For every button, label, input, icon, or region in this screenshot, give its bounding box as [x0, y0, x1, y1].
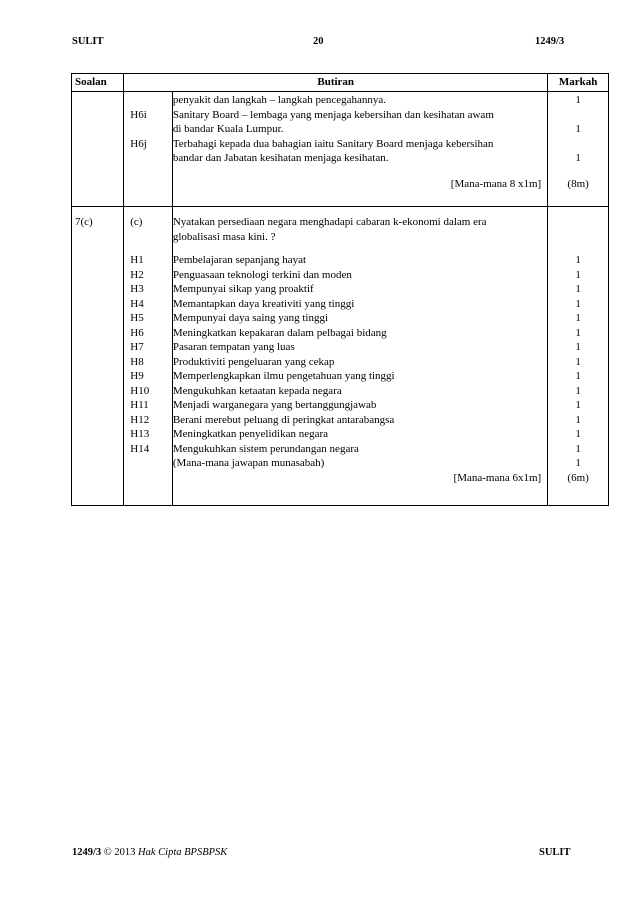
row1-mark-blank: [548, 108, 608, 123]
answer-text: Mengukuhkan sistem perundangan negara: [172, 442, 359, 455]
answer-code: H5: [130, 312, 144, 324]
row1-mark: 1: [575, 152, 581, 164]
answer-text: Mempunyai daya saing yang tinggi: [172, 312, 329, 324]
col-header-soalan: Soalan: [72, 74, 124, 92]
table-row: [72, 92, 609, 207]
row1-mark: 1: [575, 94, 581, 106]
answer-code: H4: [130, 297, 144, 310]
answer-mark: 1: [575, 341, 581, 353]
answer-mark: 1: [575, 268, 581, 281]
row1-soalan: [72, 92, 124, 207]
marking-scheme-table: [71, 73, 609, 506]
answer-code: H9: [130, 370, 144, 382]
row1-details: [172, 92, 547, 207]
answer-code: H8: [130, 355, 144, 368]
answer-text: Memperlengkapkan ilmu pengetahuan yang tinggi: [172, 370, 395, 382]
answer-mark: 1: [575, 370, 581, 382]
table-header-row: [72, 74, 609, 92]
row2-soalan: 7(c): [75, 216, 93, 228]
answer-text: Meningkatkan penyelidikan negara: [172, 428, 329, 440]
answer-text: Penguasaan teknologi terkini dan moden: [172, 268, 352, 281]
col-header-butiran: Butiran: [124, 74, 548, 92]
answer-mark: 1: [575, 326, 581, 339]
row1-codes: [124, 92, 173, 207]
footer-left: [72, 847, 227, 858]
row1-total-mark: (8m): [567, 177, 589, 190]
footer-code: 1249/3: [72, 847, 102, 858]
answer-code: H14: [130, 442, 150, 455]
answer-text: Pembelajaran sepanjang hayat: [172, 254, 307, 266]
answer-mark: 1: [575, 413, 581, 426]
answer-text: Mengukuhkan ketaatan kepada negara: [172, 384, 342, 397]
row2-summary: [Mana-mana 6x1m]: [453, 471, 542, 484]
answer-text: Berani merebut peluang di peringkat antarabangsa: [172, 413, 395, 426]
table-row: [72, 207, 609, 506]
answer-code-list: [130, 253, 172, 456]
answer-mark: 1: [575, 254, 581, 266]
answer-code: H10: [130, 384, 150, 397]
row2-marks: [548, 207, 609, 506]
answer-mark: 1: [575, 384, 581, 397]
row1-marks: [548, 92, 609, 207]
page-number: 20: [313, 36, 324, 47]
answer-code: H7: [130, 341, 144, 353]
row2-note-mark: 1: [575, 457, 581, 469]
row1-code: [130, 93, 172, 108]
col-header-markah: Markah: [548, 74, 609, 92]
row2-part: (c): [130, 216, 143, 228]
row2-total-mark: (6m): [567, 471, 589, 484]
answer-mark: 1: [575, 399, 581, 411]
row2-codes: [124, 207, 173, 506]
footer-right: SULIT: [539, 847, 571, 858]
answer-code: H6: [130, 326, 144, 339]
row1-code: H6j: [130, 137, 147, 150]
header-left: SULIT: [72, 36, 104, 47]
row1-code: [130, 122, 172, 137]
answer-code: H3: [130, 283, 144, 295]
row1-line: penyakit dan langkah – langkah pencegahannya.: [172, 94, 387, 106]
answer-text: Menjadi warganegara yang bertanggungjawab: [172, 399, 377, 411]
answer-text: Meningkatkan kepakaran dalam pelbagai bidang: [172, 326, 387, 339]
answer-text: Mempunyai sikap yang proaktif: [172, 283, 314, 295]
answer-text-list: [173, 253, 547, 456]
row2-question-line: globalisasi masa kini. ?: [172, 230, 276, 243]
answer-mark: 1: [575, 428, 581, 440]
row1-code: H6i: [130, 108, 147, 121]
row1-line: di bandar Kuala Lumpur.: [172, 123, 284, 135]
header-right: 1249/3: [535, 36, 565, 47]
answer-mark: 1: [575, 442, 581, 455]
answer-mark: 1: [575, 355, 581, 368]
answer-code: H2: [130, 268, 144, 281]
answer-text: Pasaran tempatan yang luas: [172, 341, 295, 353]
answer-text: Memantapkan daya kreativiti yang tinggi: [172, 297, 355, 310]
row2-details: [172, 207, 547, 506]
answer-code: H11: [130, 399, 149, 411]
row1-code: [130, 151, 172, 166]
row1-line: Terbahagi kepada dua bahagian iaitu Sanitary Board menjaga kebersihan: [172, 137, 494, 150]
row1-mark: 1: [575, 123, 581, 135]
row2-note: (Mana-mana jawapan munasabah): [172, 457, 325, 469]
answer-text: Produktiviti pengeluaran yang cekap: [172, 355, 335, 368]
footer-copyright: © 2013: [103, 847, 136, 858]
answer-mark: 1: [575, 283, 581, 295]
row2-soalan-cell: [72, 207, 124, 506]
row2-question-line: Nyatakan persediaan negara menghadapi cabaran k-ekonomi dalam era: [172, 216, 487, 228]
row1-summary: [Mana-mana 8 x1m]: [450, 177, 542, 190]
footer-owner: Hak Cipta BPSBPSK: [138, 847, 228, 858]
row1-line: Sanitary Board – lembaga yang menjaga kebersihan dan kesihatan awam: [172, 108, 494, 121]
answer-code: H12: [130, 413, 150, 426]
row1-mark-blank: [548, 137, 608, 152]
answer-code: H13: [130, 428, 150, 440]
answer-mark: 1: [575, 297, 581, 310]
answer-code: H1: [130, 254, 144, 266]
answer-mark-list: [548, 253, 608, 456]
answer-mark: 1: [575, 312, 581, 324]
row1-line: bandar dan Jabatan kesihatan menjaga kesihatan.: [172, 152, 389, 164]
